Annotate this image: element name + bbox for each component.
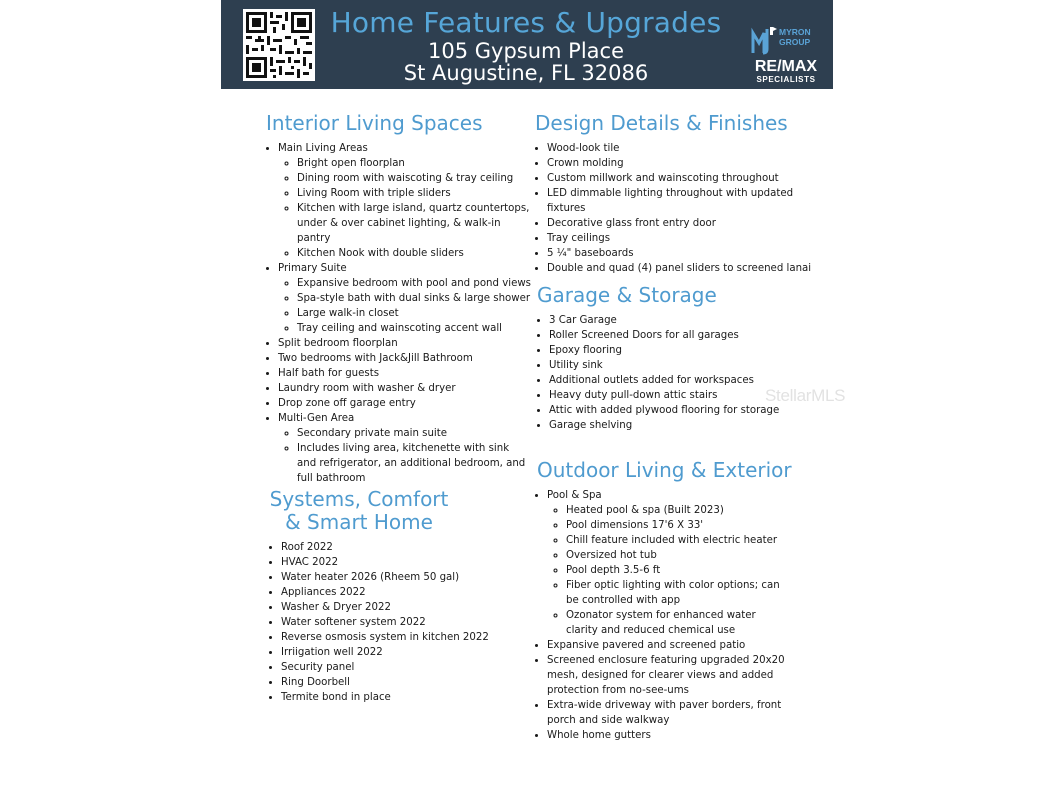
design-section [535,112,825,276]
list-item: • Washer & Dryer 2022 [281,600,509,615]
list-subitem: ◦ Chill feature included with electric heater [566,533,787,548]
remax-subtitle: SPECIALISTS [756,75,816,84]
list-item: • Additional outlets added for workspaces [549,373,817,388]
myron-group-logo-icon [751,25,777,55]
list-item: • Crown molding [547,156,825,171]
brokerage-logo [741,20,831,86]
list-subitem: ◦ Kitchen Nook with double sliders [297,246,531,261]
list-item: • Reverse osmosis system in kitchen 2022 [281,630,509,645]
list-item: • Utility sink [549,358,817,373]
list-item: • Tray ceilings [547,231,825,246]
systems-title [269,488,449,534]
outdoor-list [537,488,787,743]
systems-title-line-1: Systems, Comfort [269,487,449,511]
list-item: • Custom millwork and wainscoting throughout [547,171,825,186]
list-subitem: ◦ Living Room with triple sliders [297,186,531,201]
list-item: • Epoxy flooring [549,343,817,358]
list-item: • Extra-wide driveway with paver borders, front porch and side walkway [547,698,787,728]
list-item: • Ring Doorbell [281,675,509,690]
list-item: • Whole home gutters [547,728,787,743]
list-item: • 5 ¼" baseboards [547,246,825,261]
list-subitem: ◦ Dining room with waiscoting & tray ceiling [297,171,531,186]
qr-code [243,9,315,81]
list-item: • Irriigation well 2022 [281,645,509,660]
list-subitem: ◦ Bright open floorplan [297,156,531,171]
list-item: • HVAC 2022 [281,555,509,570]
design-title: Design Details & Finishes [535,111,788,135]
list-subitem: ◦ Secondary private main suite [297,426,531,441]
garage-section [537,284,817,433]
list-subitem: ◦ Oversized hot tub [566,548,787,563]
interior-list [266,141,531,486]
list-item: • 3 Car Garage [549,313,817,328]
list-item: • Heavy duty pull-down attic stairs [549,388,817,403]
logo-group-line-1: MYRON [779,27,811,37]
list-item: • Water heater 2026 (Rheem 50 gal) [281,570,509,585]
list-item: • Multi-Gen Area ◦ Secondary private main suite ◦ Includes living area, kitchenette with sink and refrigerator, an additional bedroom, and full bathroom [278,411,531,486]
list-item: • Water softener system 2022 [281,615,509,630]
mls-watermark: StellarMLS [765,386,846,405]
list-item: • Laundry room with washer & dryer [278,381,531,396]
list-item: • Main Living Areas ◦ Bright open floorplan ◦ Dining room with waiscoting & tray ceiling ◦ Living Room with triple sliders ◦ Kitchen with large island, quartz countertops, under & over cabinet lighting, & walk-in pantry ◦ Kitchen Nook with double sliders [278,141,531,261]
list-item: • Roller Screened Doors for all garages [549,328,817,343]
systems-title-line-2: & Smart Home [285,510,433,534]
list-subitem: ◦ Heated pool & spa (Built 2023) [566,503,787,518]
header-banner [221,0,833,89]
systems-section [269,488,509,705]
list-item: • LED dimmable lighting throughout with updated fixtures [547,186,825,216]
list-item: • Split bedroom floorplan [278,336,531,351]
list-subitem: ◦ Ozonator system for enhanced water clarity and reduced chemical use [566,608,787,638]
qr-code-graphic [243,9,315,81]
address-line-1: 105 Gypsum Place [427,39,624,63]
logo-group-line-2: GROUP [779,37,811,47]
list-item: • Security panel [281,660,509,675]
flyer-sheet [221,0,846,791]
logo-group-name [779,27,811,47]
list-item: • Termite bond in place [281,690,509,705]
interior-title: Interior Living Spaces [266,111,483,135]
list-subitem: ◦ Pool dimensions 17'6 X 33' [566,518,787,533]
garage-title: Garage & Storage [537,283,717,307]
list-item: • Half bath for guests [278,366,531,381]
list-item: • Drop zone off garage entry [278,396,531,411]
list-item: • Garage shelving [549,418,817,433]
address-line-2: St Augustine, FL 32086 [403,61,649,85]
list-item: • Primary Suite ◦ Expansive bedroom with pool and pond views ◦ Spa-style bath with dual sinks & large shower ◦ Large walk-in closet ◦ Tray ceiling and wainscoting accent wall [278,261,531,336]
list-item: • Expansive pavered and screened patio [547,638,787,653]
list-item: • Screened enclosure featuring upgraded 20x20 mesh, designed for clearer views and added protection from no-see-ums [547,653,787,698]
list-item: • Double and quad (4) panel sliders to screened lanai [547,261,825,276]
list-subitem: ◦ Tray ceiling and wainscoting accent wall [297,321,531,336]
list-subitem: ◦ Fiber optic lighting with color options; can be controlled with app [566,578,787,608]
list-subitem: ◦ Large walk-in closet [297,306,531,321]
list-item: • Roof 2022 [281,540,509,555]
list-item: • Decorative glass front entry door [547,216,825,231]
list-item: • Wood-look tile [547,141,825,156]
outdoor-title: Outdoor Living & Exterior [537,458,792,482]
list-subitem: ◦ Pool depth 3.5-6 ft [566,563,787,578]
list-subitem: ◦ Includes living area, kitchenette with sink and refrigerator, an additional bedroom, and full bathroom [297,441,531,486]
design-list [535,141,825,276]
list-item: • Attic with added plywood flooring for storage [549,403,817,418]
list-subitem: ◦ Spa-style bath with dual sinks & large shower [297,291,531,306]
garage-list [537,313,817,433]
flyer-title: Home Features & Upgrades [330,6,722,39]
systems-list [269,540,509,705]
list-item: • Pool & Spa ◦ Heated pool & spa (Built 2023) ◦ Pool dimensions 17'6 X 33' ◦ Chill feature included with electric heater ◦ Oversized hot tub ◦ Pool depth 3.5-6 ft ◦ Fiber optic lighting with color options; can be controlled with app ◦ Ozonator system for enhanced water clarity and reduced chemical use [547,488,787,638]
outdoor-section [537,458,792,743]
list-subitem: ◦ Kitchen with large island, quartz countertops, under & over cabinet lighting, & walk-in pantry [297,201,531,246]
list-subitem: ◦ Expansive bedroom with pool and pond views [297,276,531,291]
remax-wordmark: RE/MAX [754,58,818,75]
list-item: • Appliances 2022 [281,585,509,600]
interior-section [266,112,531,486]
list-item: • Two bedrooms with Jack&Jill Bathroom [278,351,531,366]
